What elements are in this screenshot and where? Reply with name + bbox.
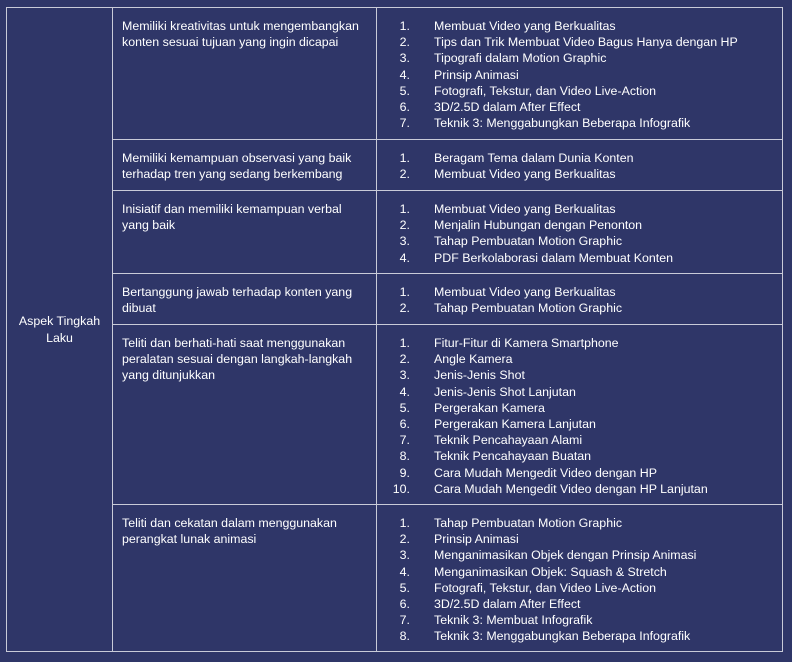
item-number: 3. bbox=[399, 548, 410, 563]
item-number: 2. bbox=[399, 167, 410, 182]
competency-text: Teliti dan berhati-hati saat menggunakan peralatan sesuai dengan langkah-langkah yang ditunjukkan bbox=[122, 336, 353, 383]
item-number: 2. bbox=[399, 35, 410, 50]
item-number: 1. bbox=[399, 151, 410, 165]
list-item bbox=[377, 515, 774, 531]
list-item bbox=[377, 416, 774, 432]
item-text: Teknik 3: Menggabungkan Beberapa Infografik bbox=[434, 629, 691, 644]
item-number: 2. bbox=[399, 532, 410, 547]
list-item bbox=[377, 448, 774, 464]
item-number: 9. bbox=[399, 465, 410, 480]
list-item bbox=[377, 99, 774, 115]
list-item bbox=[377, 284, 774, 300]
item-text: Menganimasikan Objek: Squash & Stretch bbox=[434, 564, 667, 579]
competency-text: Teliti dan cekatan dalam menggunakan perangkat lunak animasi bbox=[122, 516, 337, 547]
list-item bbox=[377, 201, 774, 217]
list-item bbox=[377, 580, 774, 596]
list-item bbox=[377, 50, 774, 66]
item-text: Angle Kamera bbox=[434, 352, 513, 367]
table-row bbox=[7, 274, 783, 325]
item-text: 3D/2.5D dalam After Effect bbox=[434, 100, 581, 115]
item-text: Menganimasikan Objek dengan Prinsip Animasi bbox=[434, 548, 697, 563]
item-number: 4. bbox=[399, 250, 410, 265]
competency-cell bbox=[113, 8, 377, 140]
list-item bbox=[377, 367, 774, 383]
item-text: Teknik 3: Menggabungkan Beberapa Infografik bbox=[434, 116, 691, 131]
list-item bbox=[377, 166, 774, 182]
item-number: 10. bbox=[392, 481, 410, 496]
list-item bbox=[377, 250, 774, 266]
competency-table bbox=[6, 7, 783, 652]
item-number: 3. bbox=[399, 51, 410, 66]
materials-cell bbox=[377, 140, 783, 191]
list-item bbox=[377, 18, 774, 34]
item-number: 4. bbox=[399, 384, 410, 399]
item-text: Tipografi dalam Motion Graphic bbox=[434, 51, 607, 66]
competency-cell bbox=[113, 325, 377, 505]
item-text: Prinsip Animasi bbox=[434, 67, 519, 82]
item-number: 8. bbox=[399, 449, 410, 464]
materials-cell bbox=[377, 191, 783, 274]
item-number: 5. bbox=[399, 83, 410, 98]
item-text: Fotografi, Tekstur, dan Video Live-Action bbox=[434, 580, 657, 595]
item-text: Membuat Video yang Berkualitas bbox=[434, 167, 616, 182]
item-text: Menjalin Hubungan dengan Penonton bbox=[434, 218, 643, 233]
item-number: 8. bbox=[399, 629, 410, 644]
list-item bbox=[377, 34, 774, 50]
competency-cell bbox=[113, 505, 377, 652]
competency-cell bbox=[113, 191, 377, 274]
item-number: 1. bbox=[399, 202, 410, 216]
list-item bbox=[377, 481, 774, 497]
competency-text: Bertanggung jawab terhadap konten yang dibuat bbox=[122, 285, 353, 316]
list-item bbox=[377, 233, 774, 249]
item-number: 6. bbox=[399, 597, 410, 612]
competency-cell bbox=[113, 140, 377, 191]
aspect-cell bbox=[7, 8, 113, 652]
item-number: 7. bbox=[399, 116, 410, 131]
item-text: Prinsip Animasi bbox=[434, 532, 519, 547]
table-row bbox=[7, 505, 783, 652]
item-text: Cara Mudah Mengedit Video dengan HP bbox=[434, 465, 657, 480]
item-number: 2. bbox=[399, 352, 410, 367]
list-item bbox=[377, 432, 774, 448]
item-text: Teknik Pencahayaan Alami bbox=[434, 433, 583, 448]
list-item bbox=[377, 628, 774, 644]
item-text: Jenis-Jenis Shot bbox=[434, 368, 525, 383]
item-number: 2. bbox=[399, 218, 410, 233]
item-number: 6. bbox=[399, 417, 410, 432]
item-text: Fotografi, Tekstur, dan Video Live-Action bbox=[434, 83, 657, 98]
list-item bbox=[377, 351, 774, 367]
list-item bbox=[377, 612, 774, 628]
list-item bbox=[377, 531, 774, 547]
item-number: 4. bbox=[399, 67, 410, 82]
list-item bbox=[377, 83, 774, 99]
list-item bbox=[377, 115, 774, 131]
table-row bbox=[7, 140, 783, 191]
item-text: Cara Mudah Mengedit Video dengan HP Lanjutan bbox=[434, 481, 708, 496]
item-text: Tahap Pembuatan Motion Graphic bbox=[434, 516, 623, 530]
item-text: 3D/2.5D dalam After Effect bbox=[434, 597, 581, 612]
aspect-label: Aspek Tingkah Laku bbox=[18, 314, 101, 345]
list-item bbox=[377, 564, 774, 580]
item-text: PDF Berkolaborasi dalam Membuat Konten bbox=[434, 250, 673, 265]
materials-cell bbox=[377, 8, 783, 140]
item-number: 3. bbox=[399, 368, 410, 383]
list-item bbox=[377, 217, 774, 233]
materials-cell bbox=[377, 274, 783, 325]
item-text: Teknik Pencahayaan Buatan bbox=[434, 449, 592, 464]
item-number: 7. bbox=[399, 433, 410, 448]
item-text: Fitur-Fitur di Kamera Smartphone bbox=[434, 336, 619, 350]
item-number: 1. bbox=[399, 336, 410, 350]
item-text: Membuat Video yang Berkualitas bbox=[434, 19, 616, 33]
item-number: 1. bbox=[399, 516, 410, 530]
item-text: Tahap Pembuatan Motion Graphic bbox=[434, 234, 623, 249]
list-item bbox=[377, 596, 774, 612]
item-text: Membuat Video yang Berkualitas bbox=[434, 285, 616, 299]
item-text: Tahap Pembuatan Motion Graphic bbox=[434, 301, 623, 316]
item-number: 2. bbox=[399, 301, 410, 316]
competency-text: Memiliki kreativitas untuk mengembangkan konten sesuai tujuan yang ingin dicapai bbox=[122, 19, 359, 50]
item-number: 1. bbox=[399, 285, 410, 299]
competency-cell bbox=[113, 274, 377, 325]
item-number: 3. bbox=[399, 234, 410, 249]
list-item bbox=[377, 67, 774, 83]
table-row bbox=[7, 191, 783, 274]
item-text: Pergerakan Kamera bbox=[434, 400, 545, 415]
item-number: 1. bbox=[399, 19, 410, 33]
item-text: Beragam Tema dalam Dunia Konten bbox=[434, 151, 634, 165]
item-number: 6. bbox=[399, 100, 410, 115]
item-number: 5. bbox=[399, 400, 410, 415]
item-text: Jenis-Jenis Shot Lanjutan bbox=[434, 384, 576, 399]
list-item bbox=[377, 300, 774, 316]
item-text: Membuat Video yang Berkualitas bbox=[434, 202, 616, 216]
list-item bbox=[377, 547, 774, 563]
table-row bbox=[7, 325, 783, 505]
table-row bbox=[7, 8, 783, 140]
competency-text: Memiliki kemampuan observasi yang baik terhadap tren yang sedang berkembang bbox=[122, 151, 352, 182]
competency-text: Inisiatif dan memiliki kemampuan verbal yang baik bbox=[122, 202, 342, 233]
list-item bbox=[377, 400, 774, 416]
item-number: 4. bbox=[399, 564, 410, 579]
item-text: Teknik 3: Membuat Infografik bbox=[434, 613, 593, 628]
list-item bbox=[377, 384, 774, 400]
item-text: Pergerakan Kamera Lanjutan bbox=[434, 417, 596, 432]
materials-cell bbox=[377, 505, 783, 652]
item-text: Tips dan Trik Membuat Video Bagus Hanya dengan HP bbox=[434, 35, 738, 50]
materials-cell bbox=[377, 325, 783, 505]
item-number: 7. bbox=[399, 613, 410, 628]
list-item bbox=[377, 465, 774, 481]
list-item bbox=[377, 150, 774, 166]
item-number: 5. bbox=[399, 580, 410, 595]
list-item bbox=[377, 335, 774, 351]
